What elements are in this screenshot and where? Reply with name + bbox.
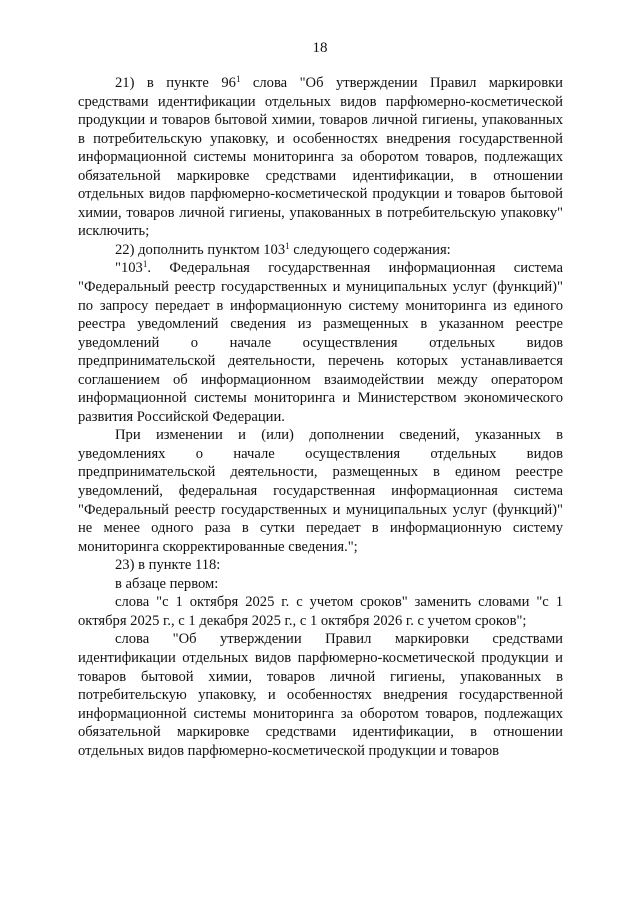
paragraph-replace-dates bbox=[78, 593, 563, 630]
paragraph-text: в абзаце первом: bbox=[115, 575, 219, 592]
paragraph-text: следующего содержания: bbox=[289, 241, 451, 258]
paragraph-text: 23) в пункте 118: bbox=[115, 557, 221, 574]
paragraph-item-22 bbox=[78, 241, 563, 260]
superscript: 1 bbox=[142, 259, 148, 270]
paragraph-text: слова "Об утверждении Правил маркировки средствами идентификации отдельных видов парфюмерно-косметической продукции и товаров бытовой химии, товаров личной гигиены, упакованных в потребительскую упаковку, и особенностях внедрения государственной информационной системы мониторинга за оборотом товаров, подлежащих обязательной маркировке средствами идентификации, в отношении отдельных видов парфюмерно-косметической продукции и товаров бытовой химии, товаров личной гигиены, упакованных в потребительскую упаковку" исключить; bbox=[78, 75, 563, 240]
paragraph-text: 21) в пункте 96 bbox=[115, 75, 236, 91]
paragraph-text: слова "Об утверждении Правил маркировки средствами идентификации отдельных видов парфюмерно-косметической продукции и товаров бытовой химии, товаров личной гигиены, упакованных в потребительскую упаковку, и особенностях внедрения государственной информационной системы мониторинга за оборотом товаров, подлежащих обязательной маркировке средствами идентификации, в отношении отдельных видов парфюмерно-косметической продукции и товаров bbox=[78, 631, 563, 759]
document-body bbox=[78, 74, 563, 760]
paragraph-changes bbox=[78, 426, 563, 556]
paragraph-clause-103-1 bbox=[78, 259, 563, 426]
paragraph-text: слова "с 1 октября 2025 г. с учетом сроков" заменить словами "с 1 октября 2025 г., с 1 декабря 2025 г., с 1 октября 2026 г. с учетом сроков"; bbox=[78, 594, 563, 629]
superscript: 1 bbox=[235, 74, 241, 84]
paragraph-text: . Федеральная государственная информационная система "Федеральный реестр государственных и муниципальных услуг (функций)" по запросу передает в информационную систему мониторинга из единого реестра уведомлений сведения из размещенных в указанном реестре уведомлений о начале осуществления отдельных видов предпринимательской деятельности, перечень которых устанавливается соглашением об информационном взаимодействии между оператором информационной системы мониторинга и Министерством экономического развития Российской Федерации. bbox=[78, 260, 563, 425]
paragraph-first-abzac bbox=[78, 575, 563, 594]
superscript: 1 bbox=[285, 240, 290, 251]
paragraph-text: При изменении и (или) дополнении сведений, указанных в уведомлениях о начале осуществления отдельных видов предпринимательской деятельности, размещенных в едином реестре уведомлений, федеральная государственная информационная система "Федеральный реестр государственных и муниципальных услуг (функций)" не менее одного раза в сутки передает в информационную систему мониторинга скорректированные сведения."; bbox=[78, 427, 563, 555]
page-number: 18 bbox=[312, 40, 328, 56]
paragraph-item-23 bbox=[78, 556, 563, 575]
paragraph-replace-title bbox=[78, 630, 563, 760]
paragraph-item-21 bbox=[78, 74, 563, 241]
paragraph-text: 22) дополнить пунктом 103 bbox=[115, 241, 286, 258]
paragraph-text: "103 bbox=[115, 260, 143, 277]
